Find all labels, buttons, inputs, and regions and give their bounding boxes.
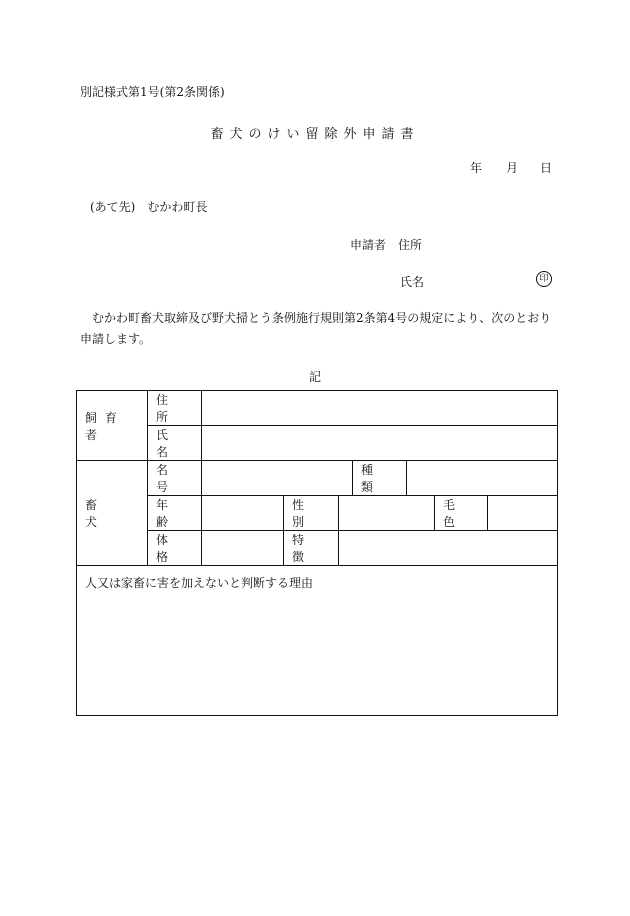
age-field[interactable] bbox=[202, 496, 284, 531]
dog-name-field[interactable] bbox=[202, 461, 353, 496]
owner-name-field[interactable] bbox=[202, 426, 558, 461]
owner-address-label-cell bbox=[148, 391, 202, 426]
features-label: 特徴 bbox=[292, 533, 319, 564]
dog-name-label-cell bbox=[148, 461, 202, 496]
sex-field[interactable] bbox=[339, 496, 435, 531]
breed-label-cell bbox=[353, 461, 407, 496]
owner-name-label: 氏名 bbox=[156, 428, 183, 459]
build-label: 体格 bbox=[156, 533, 183, 564]
date-year-label: 年 bbox=[470, 161, 483, 175]
date-month-label: 月 bbox=[506, 161, 519, 175]
dog-header: 畜犬 bbox=[85, 498, 128, 529]
ki-heading: 記 bbox=[308, 370, 321, 384]
reason-label: 人又は家畜に害を加えないと判断する理由 bbox=[85, 576, 314, 590]
owner-address-field[interactable] bbox=[202, 391, 558, 426]
applicant-name-label: 氏名 bbox=[400, 275, 425, 289]
sex-label: 性別 bbox=[292, 498, 319, 529]
owner-address-label: 住所 bbox=[156, 393, 183, 424]
application-form-table bbox=[76, 390, 558, 716]
application-statement: むかわ町畜犬取締及び野犬掃とう条例施行規則第2条第4号の規定により、次のとおり申請します。 bbox=[80, 311, 552, 346]
form-reference: 別記様式第1号(第2条関係) bbox=[80, 85, 225, 99]
reason-field[interactable] bbox=[77, 566, 558, 716]
build-field[interactable] bbox=[202, 531, 284, 566]
date-day-label: 日 bbox=[540, 161, 553, 175]
age-label: 年齢 bbox=[156, 498, 183, 529]
coat-color-label-cell bbox=[435, 496, 488, 531]
owner-header-cell bbox=[77, 391, 148, 461]
dog-header-cell bbox=[77, 461, 148, 566]
build-label-cell bbox=[148, 531, 202, 566]
features-field[interactable] bbox=[339, 531, 558, 566]
breed-field[interactable] bbox=[407, 461, 558, 496]
age-label-cell bbox=[148, 496, 202, 531]
dog-name-label: 名号 bbox=[156, 463, 183, 494]
owner-name-label-cell bbox=[148, 426, 202, 461]
coat-color-field[interactable] bbox=[488, 496, 558, 531]
addressee: (あて先) むかわ町長 bbox=[90, 200, 208, 214]
owner-header: 飼育者 bbox=[85, 410, 126, 442]
sex-label-cell bbox=[284, 496, 339, 531]
coat-color-label: 毛色 bbox=[443, 498, 470, 529]
breed-label: 種類 bbox=[361, 463, 382, 494]
applicant-address-label: 申請者 住所 bbox=[350, 238, 423, 252]
features-label-cell bbox=[284, 531, 339, 566]
page-title: 畜犬のけい留除外申請書 bbox=[210, 127, 420, 142]
seal-mark: 印 bbox=[536, 271, 552, 287]
